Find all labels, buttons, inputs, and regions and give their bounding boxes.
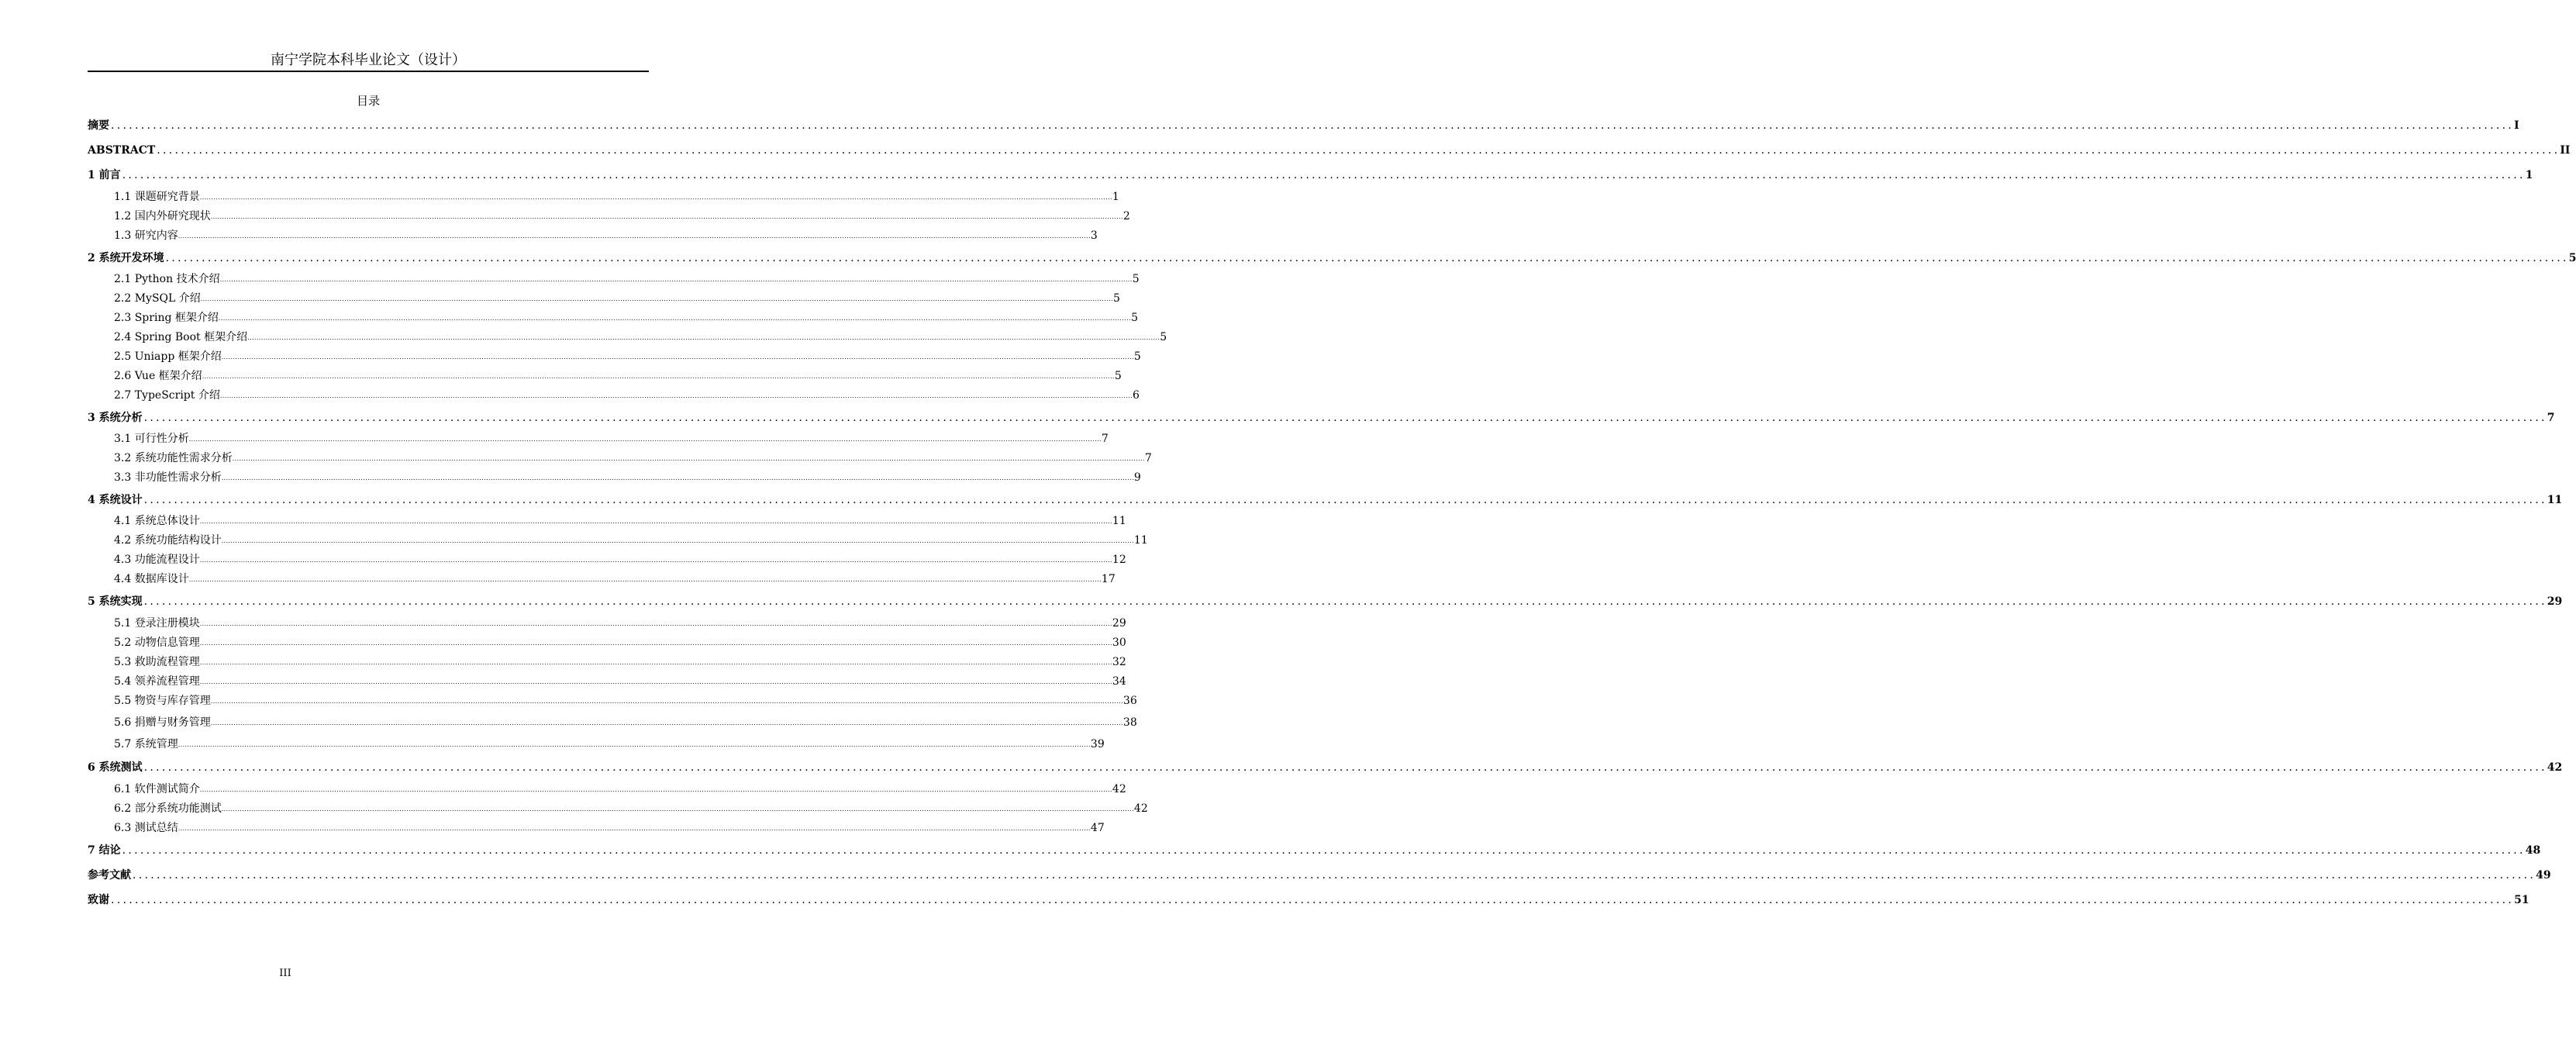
toc-dot-leader: ................................................................................................................................................................................................................................................................................................................................................................................................................ bbox=[199, 194, 1112, 201]
toc-chapter-entry[interactable] bbox=[88, 250, 2576, 266]
toc-entry-label: 1.3 研究内容 bbox=[114, 229, 178, 242]
toc-section-entry[interactable] bbox=[114, 782, 1126, 797]
toc-section-entry[interactable] bbox=[114, 310, 1138, 326]
toc-entry-label: 6.3 测试总结 bbox=[114, 822, 178, 834]
toc-dot-leader: ................................................................................................................................................................................................................................................................................................................................................................................................................ bbox=[221, 806, 1134, 813]
toc-entry-page-number: 7 bbox=[1101, 433, 1109, 445]
toc-section-entry[interactable] bbox=[114, 654, 1126, 670]
toc-entry-label: 7 结论 bbox=[88, 844, 121, 857]
toc-section-entry[interactable] bbox=[114, 715, 1137, 730]
toc-section-entry[interactable] bbox=[114, 737, 1105, 752]
toc-dot-leader: ................................................................................................................................................................................................................................................................................................................................................................................................................ bbox=[143, 761, 2547, 774]
toc-entry-page-number: 32 bbox=[1112, 656, 1126, 668]
toc-dot-leader: ................................................................................................................................................................................................................................................................................................................................................................................................................ bbox=[188, 436, 1102, 443]
toc-entry-label: 5.4 领养流程管理 bbox=[114, 675, 200, 688]
toc-dot-leader: ................................................................................................................................................................................................................................................................................................................................................................................................................ bbox=[210, 213, 1123, 220]
toc-chapter-entry[interactable] bbox=[88, 167, 2533, 183]
toc-entry-label: 6.1 软件测试简介 bbox=[114, 783, 200, 795]
toc-chapter-entry[interactable] bbox=[88, 868, 2551, 883]
toc-section-entry[interactable] bbox=[114, 693, 1137, 709]
toc-section-entry[interactable] bbox=[114, 616, 1126, 631]
toc-entry-page-number: 11 bbox=[2547, 494, 2563, 506]
toc-entry-page-number: 17 bbox=[1101, 573, 1116, 585]
toc-entry-page-number: 9 bbox=[1133, 471, 1141, 484]
toc-entry-label: 1.2 国内外研究现状 bbox=[114, 210, 211, 223]
toc-entry-page-number: 5 bbox=[1114, 370, 1122, 382]
toc-dot-leader: ................................................................................................................................................................................................................................................................................................................................................................................................................ bbox=[221, 354, 1134, 361]
toc-entry-label: 5.2 动物信息管理 bbox=[114, 637, 200, 649]
toc-dot-leader: ................................................................................................................................................................................................................................................................................................................................................................................................................ bbox=[232, 455, 1145, 462]
toc-chapter-entry[interactable] bbox=[88, 143, 2571, 158]
toc-entry-page-number: 1 bbox=[2525, 169, 2533, 181]
toc-section-entry[interactable] bbox=[114, 820, 1105, 836]
toc-entry-page-number: 47 bbox=[1090, 822, 1105, 834]
toc-section-entry[interactable] bbox=[114, 349, 1141, 364]
toc-entry-page-number: 39 bbox=[1090, 738, 1105, 750]
toc-dot-leader: ................................................................................................................................................................................................................................................................................................................................................................................................................ bbox=[157, 144, 2560, 157]
toc-dot-leader: ................................................................................................................................................................................................................................................................................................................................................................................................................ bbox=[178, 741, 1091, 748]
toc-dot-leader: ................................................................................................................................................................................................................................................................................................................................................................................................................ bbox=[122, 169, 2526, 181]
toc-entry-page-number: 5 bbox=[1133, 350, 1141, 363]
toc-dot-leader: ................................................................................................................................................................................................................................................................................................................................................................................................................ bbox=[202, 373, 1115, 380]
toc-entry-page-number: 5 bbox=[1112, 292, 1120, 305]
toc-entry-page-number: 51 bbox=[2514, 894, 2529, 906]
toc-section-entry[interactable] bbox=[114, 674, 1126, 689]
toc-section-entry[interactable] bbox=[114, 431, 1109, 447]
toc-entry-label: 3.2 系统功能性需求分析 bbox=[114, 452, 233, 464]
toc-entry-page-number: 3 bbox=[1090, 229, 1098, 242]
toc-dot-leader: ................................................................................................................................................................................................................................................................................................................................................................................................................ bbox=[143, 494, 2547, 506]
toc-section-entry[interactable] bbox=[114, 513, 1126, 529]
footer-page-number: III bbox=[279, 968, 291, 979]
toc-entry-label: 4.2 系统功能结构设计 bbox=[114, 534, 222, 547]
toc-entry-page-number: 7 bbox=[2547, 412, 2555, 424]
toc-entry-page-number: II bbox=[2560, 144, 2571, 157]
toc-entry-label: 致谢 bbox=[88, 894, 109, 906]
toc-chapter-entry[interactable] bbox=[88, 892, 2529, 908]
toc-entry-page-number: 11 bbox=[1112, 515, 1126, 527]
toc-entry-label: 5.1 登录注册模块 bbox=[114, 617, 200, 630]
toc-entry-page-number: 49 bbox=[2536, 869, 2551, 882]
toc-dot-leader: ................................................................................................................................................................................................................................................................................................................................................................................................................ bbox=[188, 576, 1102, 583]
toc-entry-label: 3.1 可行性分析 bbox=[114, 433, 189, 445]
toc-dot-leader: ................................................................................................................................................................................................................................................................................................................................................................................................................ bbox=[165, 252, 2569, 264]
toc-entry-label: 5.7 系统管理 bbox=[114, 738, 178, 750]
toc-dot-leader: ................................................................................................................................................................................................................................................................................................................................................................................................................ bbox=[178, 233, 1091, 240]
toc-entry-page-number: 7 bbox=[1144, 452, 1152, 464]
toc-entry-page-number: 2 bbox=[1122, 210, 1130, 223]
toc-dot-leader: ................................................................................................................................................................................................................................................................................................................................................................................................................ bbox=[210, 719, 1123, 726]
toc-entry-label: 参考文献 bbox=[88, 869, 131, 882]
toc-entry-label: 4.4 数据库设计 bbox=[114, 573, 189, 585]
toc-section-entry[interactable] bbox=[114, 209, 1130, 224]
toc-entry-label: 2.5 Uniapp 框架介绍 bbox=[114, 350, 222, 363]
toc-entry-page-number: 42 bbox=[2547, 761, 2563, 774]
toc-dot-leader: ................................................................................................................................................................................................................................................................................................................................................................................................................ bbox=[210, 698, 1123, 705]
toc-entry-label: 2.4 Spring Boot 框架介绍 bbox=[114, 331, 248, 343]
toc-entry-label: 1.1 课题研究背景 bbox=[114, 191, 200, 203]
toc-entry-label: 1 前言 bbox=[88, 169, 121, 181]
toc-entry-label: 6.2 部分系统功能测试 bbox=[114, 802, 222, 815]
toc-entry-label: 6 系统测试 bbox=[88, 761, 143, 774]
toc-section-entry[interactable] bbox=[114, 801, 1148, 816]
toc-dot-leader: ................................................................................................................................................................................................................................................................................................................................................................................................................ bbox=[221, 537, 1134, 544]
toc-dot-leader: ................................................................................................................................................................................................................................................................................................................................................................................................................ bbox=[111, 894, 2515, 906]
toc-entry-page-number: 29 bbox=[1112, 617, 1126, 630]
toc-dot-leader: ................................................................................................................................................................................................................................................................................................................................................................................................................ bbox=[143, 595, 2547, 608]
toc-entry-label: 摘要 bbox=[88, 119, 109, 132]
toc-entry-label: 2.7 TypeScript 介绍 bbox=[114, 389, 220, 402]
toc-entry-page-number: 36 bbox=[1122, 695, 1137, 707]
toc-entry-page-number: 5 bbox=[1132, 273, 1140, 285]
toc-dot-leader: ................................................................................................................................................................................................................................................................................................................................................................................................................ bbox=[221, 474, 1134, 481]
toc-entry-label: 5.5 物资与库存管理 bbox=[114, 695, 211, 707]
toc-entry-label: 3 系统分析 bbox=[88, 412, 143, 424]
toc-entry-page-number: 48 bbox=[2525, 844, 2541, 857]
toc-entry-page-number: 34 bbox=[1112, 675, 1126, 688]
toc-dot-leader: ................................................................................................................................................................................................................................................................................................................................................................................................................ bbox=[133, 869, 2536, 882]
toc-entry-label: 2.3 Spring 框架介绍 bbox=[114, 312, 219, 324]
toc-entry-label: 5.6 捐赠与财务管理 bbox=[114, 716, 211, 729]
toc-entry-page-number: 6 bbox=[1133, 389, 1140, 402]
toc-chapter-entry[interactable] bbox=[88, 594, 2563, 609]
toc-entry-page-number: 42 bbox=[1133, 802, 1148, 815]
toc-dot-leader: ................................................................................................................................................................................................................................................................................................................................................................................................................ bbox=[122, 844, 2526, 857]
toc-entry-label: 5.3 救助流程管理 bbox=[114, 656, 200, 668]
toc-entry-page-number: 30 bbox=[1112, 637, 1126, 649]
toc-entry-label: ABSTRACT bbox=[88, 144, 156, 157]
toc-section-entry[interactable] bbox=[114, 330, 1167, 345]
toc-entry-label: 4 系统设计 bbox=[88, 494, 143, 506]
toc-entry-label: 4.1 系统总体设计 bbox=[114, 515, 200, 527]
toc-section-entry[interactable] bbox=[114, 571, 1116, 587]
toc-entry-label: 2 系统开发环境 bbox=[88, 252, 164, 264]
toc-title: 目录 bbox=[356, 94, 380, 108]
toc-dot-leader: ................................................................................................................................................................................................................................................................................................................................................................................................................ bbox=[199, 659, 1112, 666]
toc-dot-leader: ................................................................................................................................................................................................................................................................................................................................................................................................................ bbox=[219, 276, 1133, 283]
toc-section-entry[interactable] bbox=[114, 470, 1141, 485]
toc-dot-leader: ................................................................................................................................................................................................................................................................................................................................................................................................................ bbox=[111, 119, 2515, 132]
toc-dot-leader: ................................................................................................................................................................................................................................................................................................................................................................................................................ bbox=[199, 786, 1112, 793]
toc-section-entry[interactable] bbox=[114, 228, 1098, 243]
toc-entry-page-number: 42 bbox=[1112, 783, 1126, 795]
toc-dot-leader: ................................................................................................................................................................................................................................................................................................................................................................................................................ bbox=[218, 315, 1132, 322]
toc-section-entry[interactable] bbox=[114, 533, 1148, 548]
toc-entry-page-number: 5 bbox=[1131, 312, 1138, 324]
toc-entry-page-number: I bbox=[2514, 119, 2519, 132]
toc-section-entry[interactable] bbox=[114, 450, 1152, 466]
toc-entry-page-number: 1 bbox=[1112, 191, 1119, 203]
toc-entry-label: 5 系统实现 bbox=[88, 595, 143, 608]
toc-entry-page-number: 38 bbox=[1122, 716, 1137, 729]
toc-chapter-entry[interactable] bbox=[88, 410, 2555, 426]
toc-dot-leader: ................................................................................................................................................................................................................................................................................................................................................................................................................ bbox=[200, 295, 1113, 302]
toc-section-entry[interactable] bbox=[114, 291, 1120, 306]
toc-section-entry[interactable] bbox=[114, 189, 1119, 205]
toc-entry-label: 2.6 Vue 框架介绍 bbox=[114, 370, 202, 382]
toc-section-entry[interactable] bbox=[114, 552, 1126, 568]
toc-dot-leader: ................................................................................................................................................................................................................................................................................................................................................................................................................ bbox=[143, 412, 2547, 424]
toc-section-entry[interactable] bbox=[114, 635, 1126, 650]
toc-entry-label: 4.3 功能流程设计 bbox=[114, 554, 200, 566]
toc-entry-page-number: 29 bbox=[2547, 595, 2563, 608]
toc-section-entry[interactable] bbox=[114, 368, 1122, 384]
toc-chapter-entry[interactable] bbox=[88, 118, 2519, 133]
toc-dot-leader: ................................................................................................................................................................................................................................................................................................................................................................................................................ bbox=[199, 557, 1112, 564]
toc-entry-label: 2.2 MySQL 介绍 bbox=[114, 292, 201, 305]
toc-entry-page-number: 11 bbox=[1133, 534, 1148, 547]
toc-section-entry[interactable] bbox=[114, 271, 1140, 287]
toc-dot-leader: ................................................................................................................................................................................................................................................................................................................................................................................................................ bbox=[199, 640, 1112, 647]
toc-entry-page-number: 5 bbox=[2568, 252, 2576, 264]
running-header-title: 南宁学院本科毕业论文（设计） bbox=[271, 52, 466, 68]
toc-dot-leader: ................................................................................................................................................................................................................................................................................................................................................................................................................ bbox=[199, 620, 1112, 627]
toc-dot-leader: ................................................................................................................................................................................................................................................................................................................................................................................................................ bbox=[199, 678, 1112, 685]
toc-entry-page-number: 12 bbox=[1112, 554, 1126, 566]
toc-chapter-entry[interactable] bbox=[88, 492, 2563, 508]
toc-chapter-entry[interactable] bbox=[88, 843, 2541, 858]
toc-entry-page-number: 5 bbox=[1160, 331, 1167, 343]
toc-dot-leader: ................................................................................................................................................................................................................................................................................................................................................................................................................ bbox=[178, 825, 1091, 832]
toc-entry-label: 2.1 Python 技术介绍 bbox=[114, 273, 220, 285]
toc-dot-leader: ................................................................................................................................................................................................................................................................................................................................................................................................................ bbox=[219, 392, 1133, 399]
toc-entry-label: 3.3 非功能性需求分析 bbox=[114, 471, 222, 484]
toc-dot-leader: ................................................................................................................................................................................................................................................................................................................................................................................................................ bbox=[199, 518, 1112, 525]
toc-section-entry[interactable] bbox=[114, 388, 1140, 403]
toc-dot-leader: ................................................................................................................................................................................................................................................................................................................................................................................................................ bbox=[247, 334, 1160, 341]
toc-chapter-entry[interactable] bbox=[88, 760, 2563, 775]
